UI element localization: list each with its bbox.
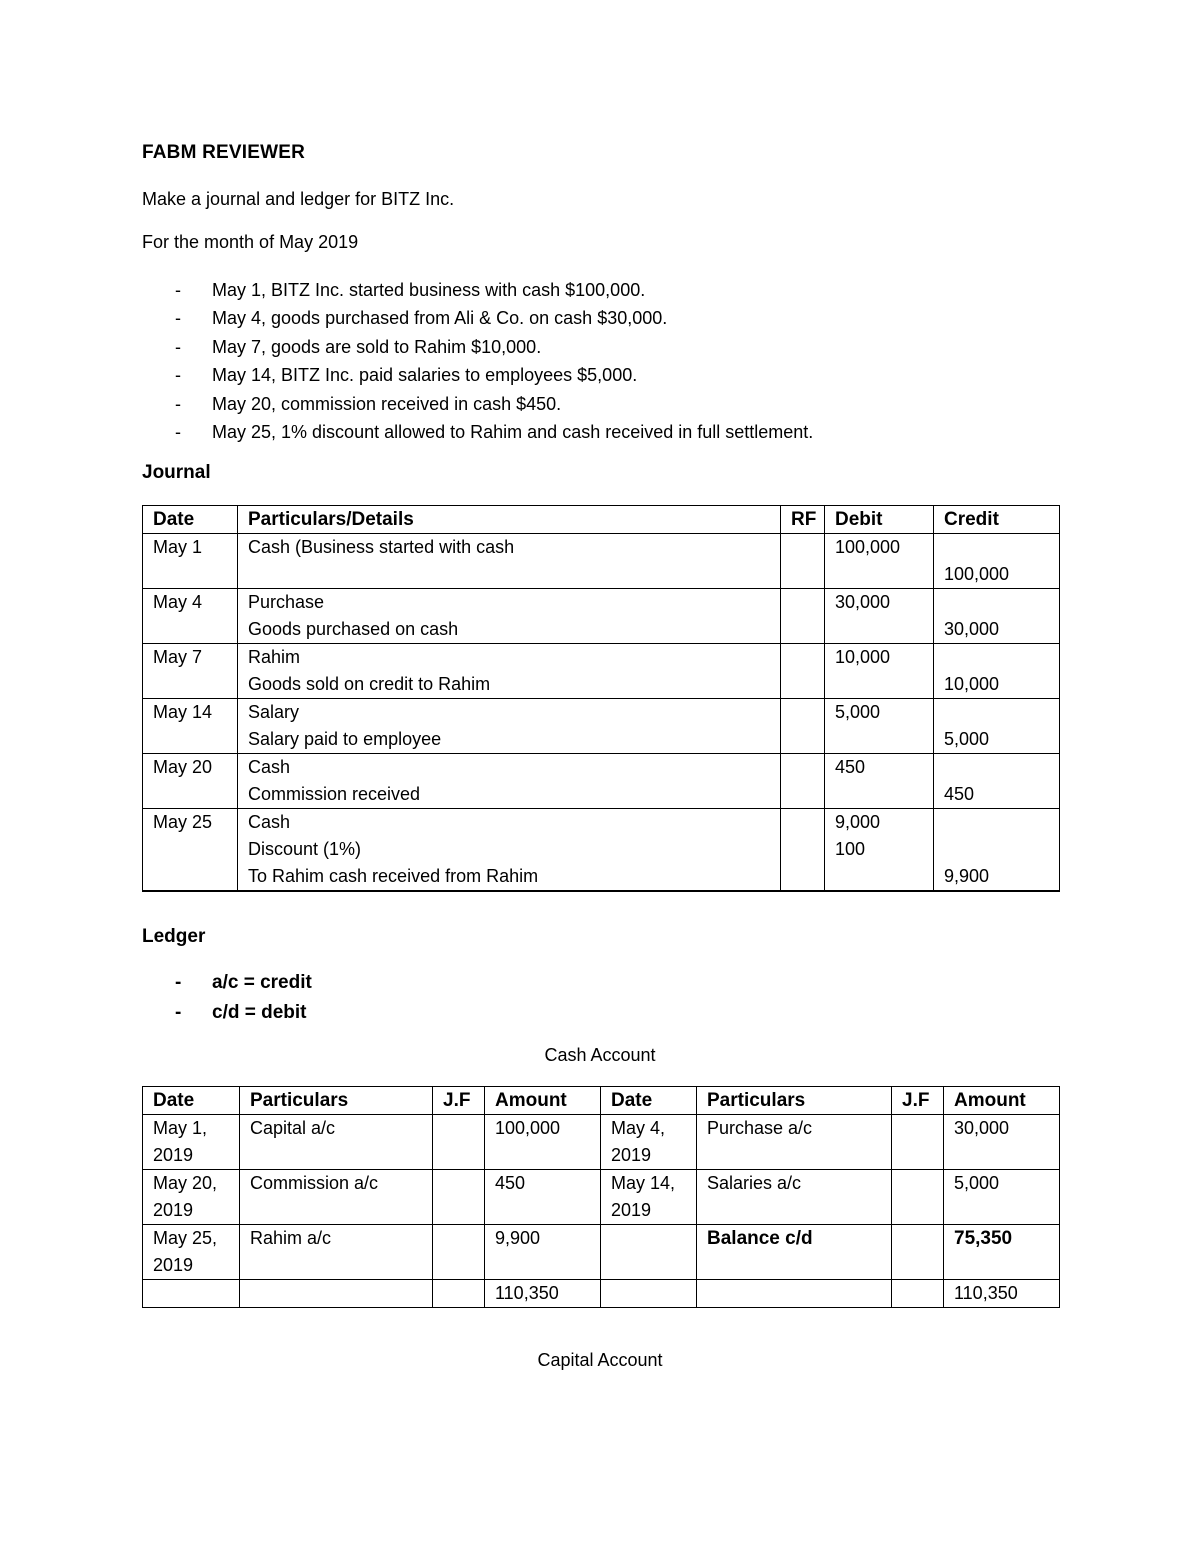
col-header-particulars: Particulars (240, 1087, 433, 1115)
cell-balance-amount: 75,350 (944, 1225, 1060, 1280)
cell-credit: 30,000 (934, 589, 1060, 644)
cell-date: May 20, 2019 (143, 1170, 240, 1225)
cell-empty (143, 1280, 240, 1308)
cell-particulars: Commission a/c (240, 1170, 433, 1225)
cell-particulars: Cash Commission received (238, 754, 781, 809)
dash-bullet: - (175, 308, 181, 329)
cell-credit: 450 (934, 754, 1060, 809)
cell-rf (781, 589, 825, 644)
journal-heading: Journal (142, 462, 211, 483)
cell-empty (697, 1280, 892, 1308)
table-row (143, 1225, 1060, 1280)
document-title: FABM REVIEWER (142, 142, 306, 163)
cell-date: May 4, 2019 (601, 1115, 697, 1170)
dash-bullet: - (175, 393, 181, 414)
table-row (143, 589, 1060, 644)
cell-date: May 14, 2019 (601, 1170, 697, 1225)
cell-date: May 25, 2019 (143, 1225, 240, 1280)
col-header-credit: Credit (934, 506, 1060, 534)
dash-bullet: - (175, 421, 181, 442)
col-header-jf: J.F (892, 1087, 944, 1115)
dash-bullet: - (175, 972, 182, 993)
list-item: - May 7, goods are sold to Rahim $10,000. (142, 333, 813, 361)
cell-empty (240, 1280, 433, 1308)
list-item: - c/d = debit (142, 998, 312, 1028)
cell-amount: 5,000 (944, 1170, 1060, 1225)
transaction-list (142, 276, 813, 446)
intro-text: Make a journal and ledger for BITZ Inc. (142, 189, 455, 209)
col-header-particulars: Particulars/Details (238, 506, 781, 534)
dash-bullet: - (175, 365, 181, 386)
cell-particulars: Cash Discount (1%) To Rahim cash received from Rahim (238, 809, 781, 892)
cell-jf (892, 1115, 944, 1170)
ledger-notes-list (142, 968, 312, 1028)
cell-amount: 30,000 (944, 1115, 1060, 1170)
cell-empty (433, 1280, 485, 1308)
cash-account-table (142, 1086, 1060, 1308)
journal-table (142, 505, 1060, 892)
table-header-row (143, 506, 1060, 534)
cash-account-caption: Cash Account (544, 1045, 656, 1065)
cell-credit: 10,000 (934, 644, 1060, 699)
table-row (143, 644, 1060, 699)
list-item: - May 25, 1% discount allowed to Rahim and cash received in full settlement. (142, 418, 813, 446)
cell-date: May 1 (143, 534, 238, 589)
col-header-amount: Amount (485, 1087, 601, 1115)
cell-debit: 450 (825, 754, 934, 809)
cell-debit: 10,000 (825, 644, 934, 699)
cell-debit: 9,000 100 (825, 809, 934, 892)
list-item: - May 14, BITZ Inc. paid salaries to employees $5,000. (142, 361, 813, 389)
cell-rf (781, 644, 825, 699)
cell-empty (892, 1280, 944, 1308)
cell-particulars: Cash (Business started with cash (238, 534, 781, 589)
col-header-date: Date (143, 506, 238, 534)
dash-bullet: - (175, 336, 181, 357)
cell-debit: 100,000 (825, 534, 934, 589)
table-row (143, 699, 1060, 754)
cell-particulars: Salary Salary paid to employee (238, 699, 781, 754)
table-total-row (143, 1280, 1060, 1308)
dash-bullet: - (175, 1002, 182, 1023)
col-header-jf: J.F (433, 1087, 485, 1115)
col-header-amount: Amount (944, 1087, 1060, 1115)
table-row (143, 809, 1060, 892)
cell-rf (781, 534, 825, 589)
cell-date: May 14 (143, 699, 238, 754)
table-header-row (143, 1087, 1060, 1115)
cell-particulars: Purchase Goods purchased on cash (238, 589, 781, 644)
capital-account-caption: Capital Account (537, 1350, 663, 1370)
col-header-date: Date (143, 1087, 240, 1115)
period-text: For the month of May 2019 (142, 232, 359, 252)
cell-jf (433, 1115, 485, 1170)
cell-credit: 5,000 (934, 699, 1060, 754)
col-header-particulars: Particulars (697, 1087, 892, 1115)
cell-amount: 100,000 (485, 1115, 601, 1170)
cell-jf (433, 1170, 485, 1225)
list-item: - May 4, goods purchased from Ali & Co. on cash $30,000. (142, 304, 813, 332)
list-item: - May 1, BITZ Inc. started business with cash $100,000. (142, 276, 813, 304)
cell-total-left: 110,350 (485, 1280, 601, 1308)
cell-date: May 25 (143, 809, 238, 892)
col-header-debit: Debit (825, 506, 934, 534)
cell-amount: 9,900 (485, 1225, 601, 1280)
list-item: - May 20, commission received in cash $450. (142, 390, 813, 418)
cell-particulars: Capital a/c (240, 1115, 433, 1170)
cell-total-right: 110,350 (944, 1280, 1060, 1308)
cell-jf (892, 1170, 944, 1225)
cell-particulars: Rahim Goods sold on credit to Rahim (238, 644, 781, 699)
dash-bullet: - (175, 280, 181, 300)
cell-jf (892, 1225, 944, 1280)
cell-date: May 7 (143, 644, 238, 699)
cell-rf (781, 754, 825, 809)
cell-date: May 4 (143, 589, 238, 644)
cell-empty (601, 1280, 697, 1308)
cell-credit: 9,900 (934, 809, 1060, 892)
cell-debit: 30,000 (825, 589, 934, 644)
cell-amount: 450 (485, 1170, 601, 1225)
cell-particulars: Rahim a/c (240, 1225, 433, 1280)
cell-balance-cd: Balance c/d (697, 1225, 892, 1280)
list-item: - a/c = credit (142, 968, 312, 998)
cell-rf (781, 699, 825, 754)
table-row (143, 534, 1060, 589)
cell-date: May 1, 2019 (143, 1115, 240, 1170)
cell-date (601, 1225, 697, 1280)
cell-debit: 5,000 (825, 699, 934, 754)
table-row (143, 1115, 1060, 1170)
cell-jf (433, 1225, 485, 1280)
table-row (143, 1170, 1060, 1225)
ledger-heading: Ledger (142, 926, 206, 947)
cell-particulars: Salaries a/c (697, 1170, 892, 1225)
cell-date: May 20 (143, 754, 238, 809)
cell-particulars: Purchase a/c (697, 1115, 892, 1170)
table-row (143, 754, 1060, 809)
col-header-date: Date (601, 1087, 697, 1115)
cell-credit: 100,000 (934, 534, 1060, 589)
col-header-rf: RF (781, 506, 825, 534)
cell-rf (781, 809, 825, 892)
